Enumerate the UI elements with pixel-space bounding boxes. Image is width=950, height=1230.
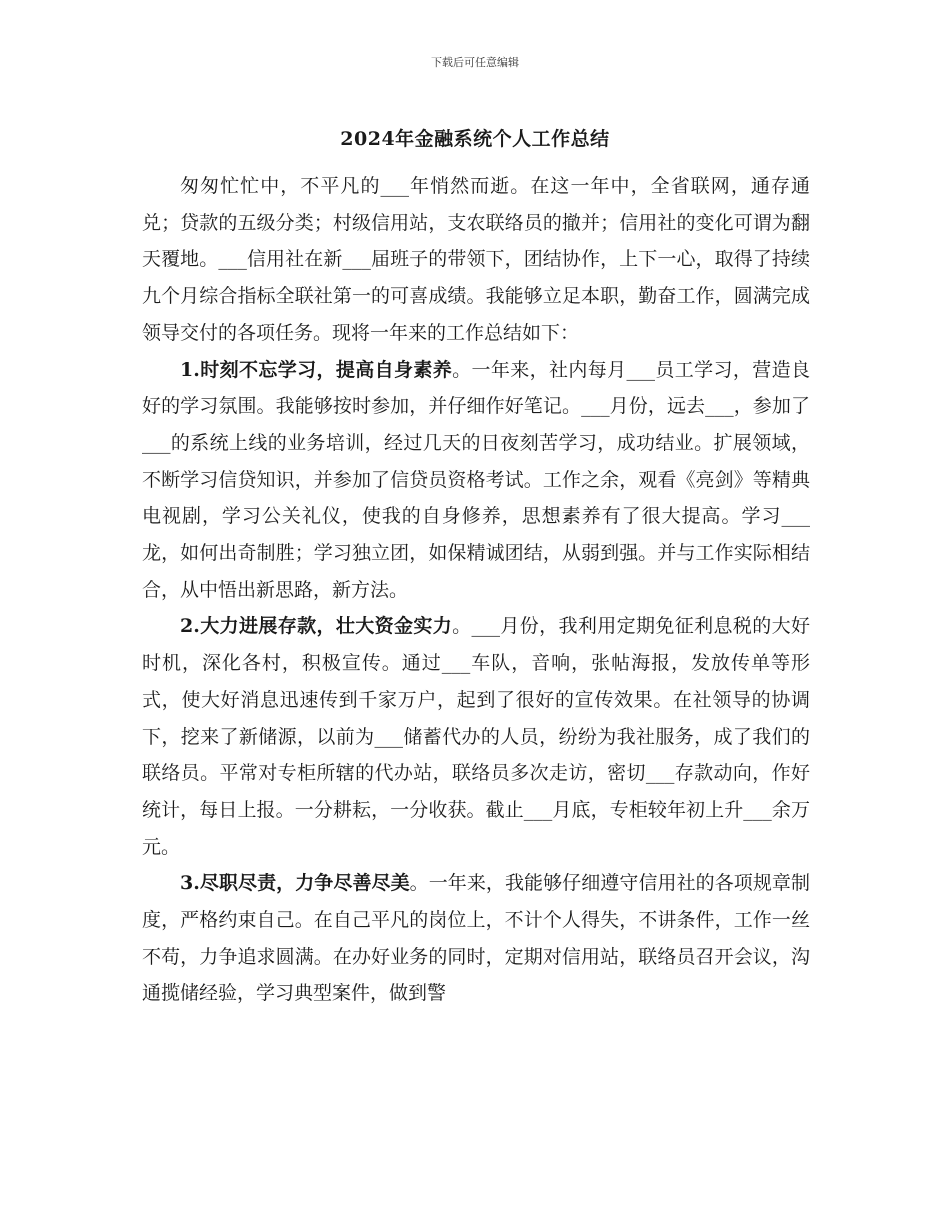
section-2-paragraph xyxy=(142,608,810,865)
section-1-heading: 1.时刻不忘学习，提高自身素养 xyxy=(180,358,453,381)
page-header-note: 下载后可任意编辑 xyxy=(431,56,519,69)
section-1-text: 。一年来，社内每月___员工学习，营造良好的学习氛围。我能够按时参加，并仔细作好笔记。___月份，远去___，参加了___的系统上线的业务培训，经过几天的日夜刻苦学习，成功结业。扩展领域，不断学习信贷知识，并参加了信贷员资格考试。工作之余，观看《亮剑》等精典电视剧，学习公关礼仪，使我的自身修养，思想素养有了很大提高。学习___龙，如何出奇制胜；学习独立团，如保精诚团结，从弱到强。并与工作实际相结合，从中悟出新思路，新方法。 xyxy=(142,358,810,601)
section-3-text: 。一年来，我能够仔细遵守信用社的各项规章制度，严格约束自己。在自己平凡的岗位上，不计个人得失，不讲条件，工作一丝不苟，力争追求圆满。在办好业务的同时，定期对信用站，联络员召开会议，沟通揽储经验，学习典型案件，做到警 xyxy=(142,872,810,1005)
section-3-paragraph xyxy=(142,865,810,1012)
section-1-paragraph xyxy=(142,352,810,609)
section-3-heading: 3.尽职尽责，力争尽善尽美 xyxy=(180,872,410,895)
intro-paragraph: 匆匆忙忙中，不平凡的___年悄然而逝。在这一年中，全省联网，通存通兑；贷款的五级分类；村级信用站，支农联络员的撤并；信用社的变化可谓为翻天覆地。___信用社在新___届班子的带领下，团结协作，上下一心，取得了持续九个月综合指标全联社第一的可喜成绩。我能够立足本职，勤奋工作，圆满完成领导交付的各项任务。现将一年来的工作总结如下： xyxy=(142,175,810,344)
section-2-heading: 2.大力进展存款，壮大资金实力 xyxy=(180,615,453,638)
section-2-text: 。___月份，我利用定期免征利息税的大好时机，深化各村，积极宣传。通过___车队，音响，张帖海报，发放传单等形式，使大好消息迅速传到千家万户，起到了很好的宣传效果。在社领导的协调下，挖来了新储源，以前为___储蓄代办的人员，纷纷为我社服务，成了我们的联络员。平常对专柜所辖的代办站，联络员多次走访，密切___存款动向，作好统计，每日上报。一分耕耘，一分收获。截止___月底，专柜较年初上升___余万元。 xyxy=(142,615,810,858)
document-title: 2024年金融系统个人工作总结 xyxy=(340,128,610,150)
document-body xyxy=(142,168,810,1012)
